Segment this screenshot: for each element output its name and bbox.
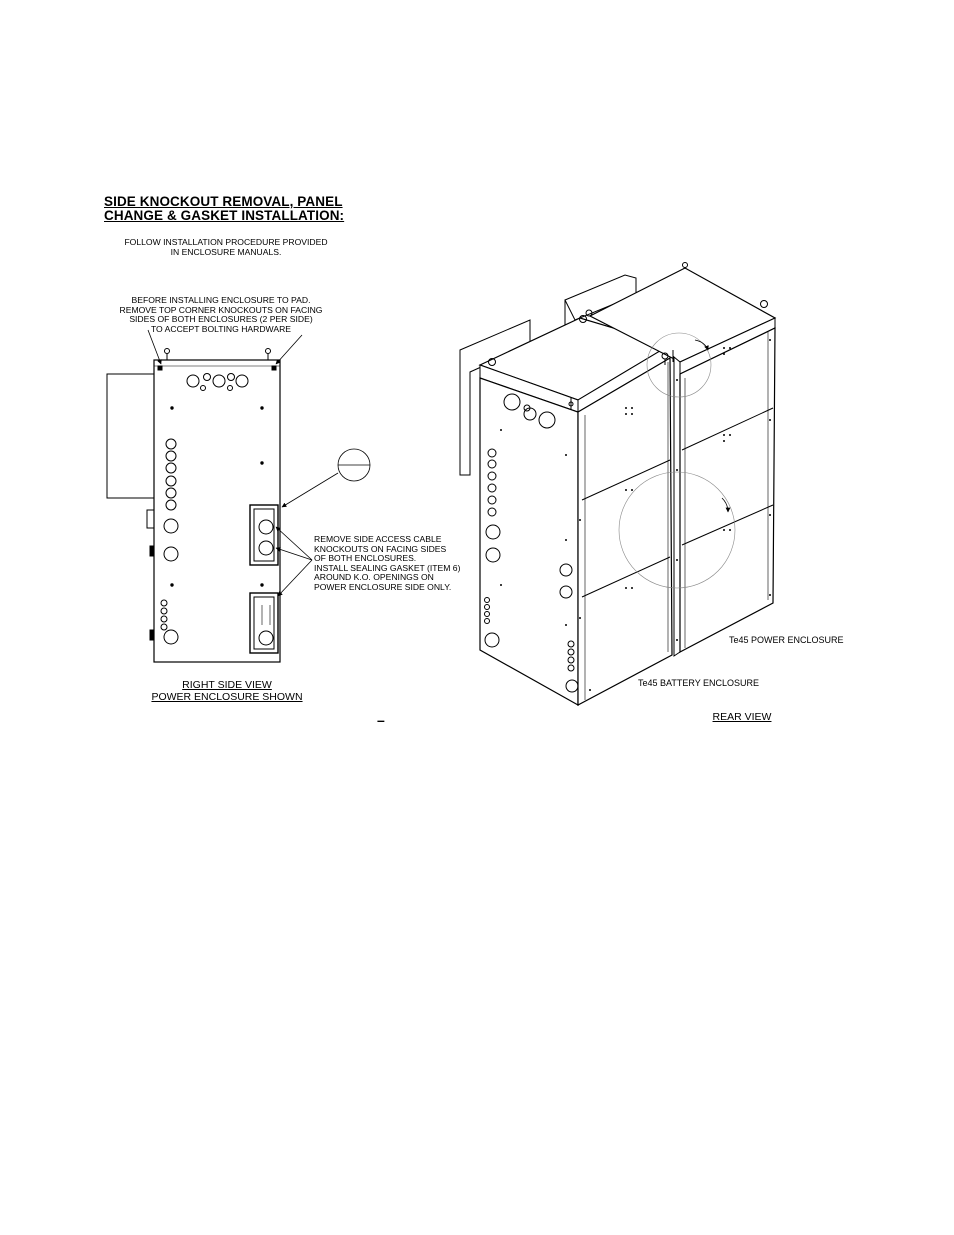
note-remove-line-1: REMOVE SIDE ACCESS CABLE (314, 534, 442, 544)
caption-right-side-line-1: RIGHT SIDE VIEW (182, 679, 272, 691)
caption-right-side-line-2: POWER ENCLOSURE SHOWN (151, 690, 303, 703)
right-side-view (107, 349, 280, 663)
item-balloon (338, 449, 370, 481)
rear-view (460, 263, 775, 706)
note-follow-line-1: FOLLOW INSTALLATION PROCEDURE PROVIDED (124, 237, 328, 247)
note-before-line-1: BEFORE INSTALLING ENCLOSURE TO PAD. (131, 295, 311, 305)
label-battery-enclosure: Te45 BATTERY ENCLOSURE (638, 678, 760, 688)
note-remove-line-5: AROUND K.O. OPENINGS ON (314, 572, 434, 583)
note-remove-line-2: KNOCKOUTS ON FACING SIDES (314, 543, 447, 554)
note-remove-line-4: INSTALL SEALING GASKET (ITEM 6) (314, 562, 461, 573)
note-before-line-4: TO ACCEPT BOLTING HARDWARE (150, 323, 292, 334)
note-remove-line-6: POWER ENCLOSURE SIDE ONLY. (314, 581, 452, 592)
leader-lines (148, 330, 338, 596)
label-power-enclosure: Te45 POWER ENCLOSURE (729, 635, 844, 645)
caption-rear-view: REAR VIEW (712, 711, 772, 723)
title-line-2: CHANGE & GASKET INSTALLATION: (104, 208, 345, 223)
dash-mark: – (377, 712, 385, 728)
note-follow-line-2: IN ENCLOSURE MANUALS. (170, 246, 282, 257)
note-before-line-3: SIDES OF BOTH ENCLOSURES (2 PER SIDE) (129, 314, 313, 325)
note-before-line-2: REMOVE TOP CORNER KNOCKOUTS ON FACING (119, 304, 323, 315)
title-line-1: SIDE KNOCKOUT REMOVAL, PANEL (104, 194, 343, 209)
note-remove-line-3: OF BOTH ENCLOSURES. (314, 553, 417, 564)
